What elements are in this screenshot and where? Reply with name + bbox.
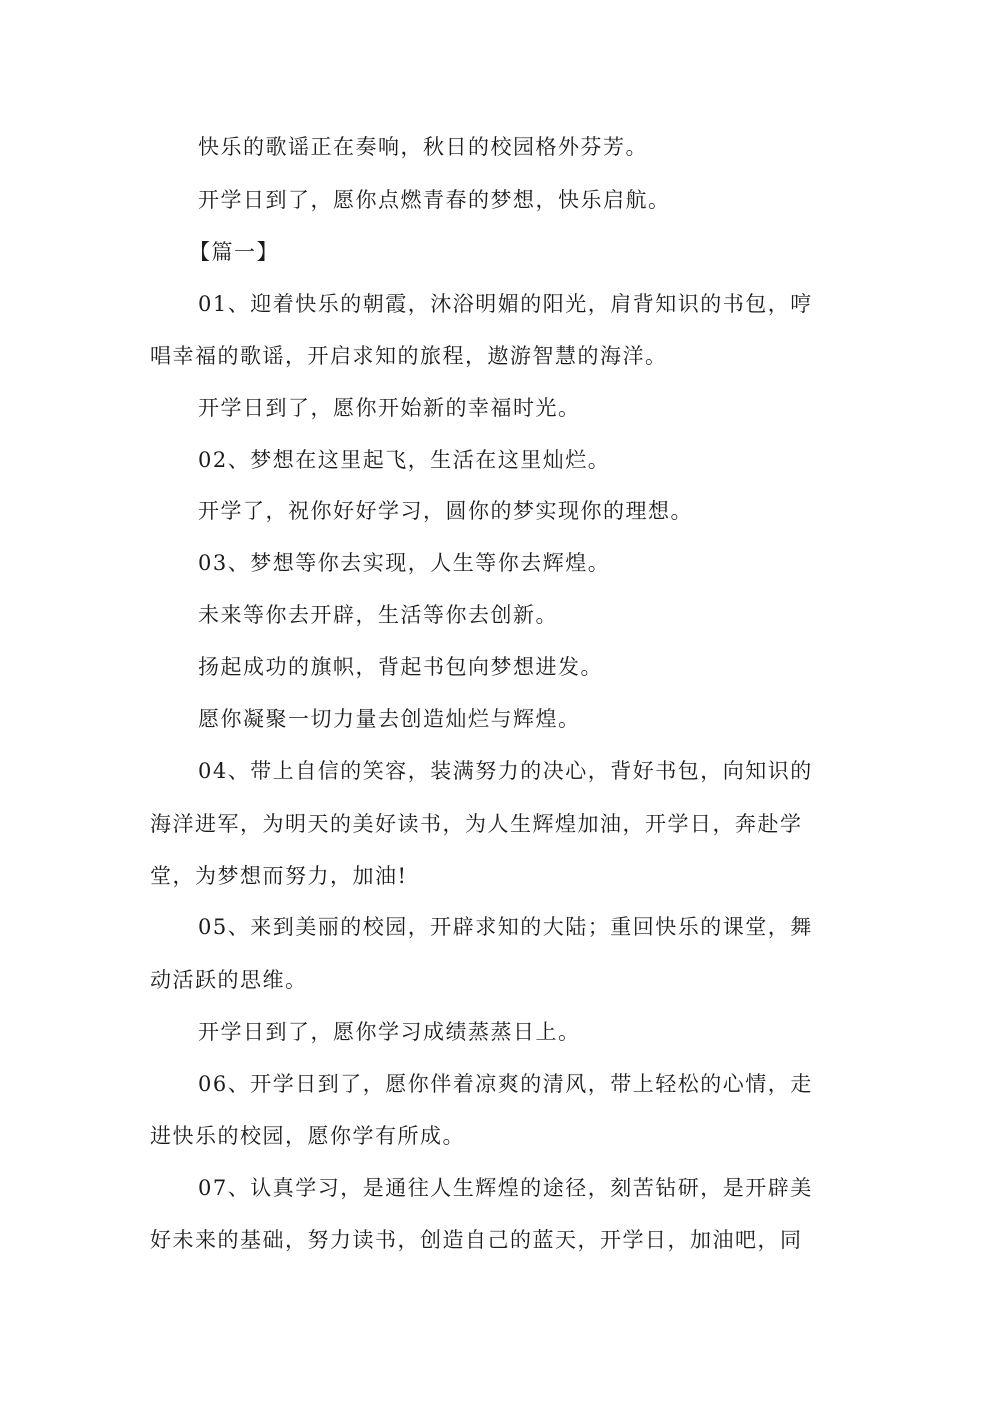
paragraph-line: 扬起成功的旗帜，背起书包向梦想进发。 [198,655,603,679]
paragraph-line: 03、梦想等你去实现，人生等你去辉煌。 [198,551,611,575]
paragraph-line: 开学日到了，愿你开始新的幸福时光。 [198,396,581,420]
paragraph-line: 07、认真学习，是通往人生辉煌的途径，刻苦钻研，是开辟美 [198,1176,813,1200]
intro-line-2: 开学日到了，愿你点燃青春的梦想，快乐启航。 [198,188,671,212]
paragraph-line: 开学了，祝你好好学习，圆你的梦实现你的理想。 [198,499,693,523]
section-heading: 【篇一】 [189,240,279,264]
paragraph-line: 未来等你去开辟，生活等你去创新。 [198,603,558,627]
paragraph-line: 进快乐的校园，愿你学有所成。 [150,1124,465,1148]
paragraph-line: 06、开学日到了，愿你伴着凉爽的清风，带上轻松的心情，走 [198,1072,813,1096]
paragraph-line: 唱幸福的歌谣，开启求知的旅程，遨游智慧的海洋。 [150,344,668,368]
paragraph-line: 02、梦想在这里起飞，生活在这里灿烂。 [198,448,611,472]
paragraph-line: 海洋进军，为明天的美好读书，为人生辉煌加油，开学日，奔赴学 [150,812,803,836]
paragraph-line: 04、带上自信的笑容，装满努力的决心，背好书包，向知识的 [198,759,813,783]
paragraph-line: 01、迎着快乐的朝霞，沐浴明媚的阳光，肩背知识的书包，哼 [198,292,813,316]
paragraph-line: 开学日到了，愿你学习成绩蒸蒸日上。 [198,1020,581,1044]
paragraph-line: 好未来的基础，努力读书，创造自己的蓝天，开学日，加油吧，同 [150,1228,803,1252]
paragraph-line: 堂，为梦想而努力，加油! [150,864,408,888]
paragraph-line: 05、来到美丽的校园，开辟求知的大陆；重回快乐的课堂，舞 [198,915,813,939]
paragraph-line: 动活跃的思维。 [150,968,308,992]
intro-line-1: 快乐的歌谣正在奏响，秋日的校园格外芬芳。 [198,135,648,159]
paragraph-line: 愿你凝聚一切力量去创造灿烂与辉煌。 [198,707,581,731]
